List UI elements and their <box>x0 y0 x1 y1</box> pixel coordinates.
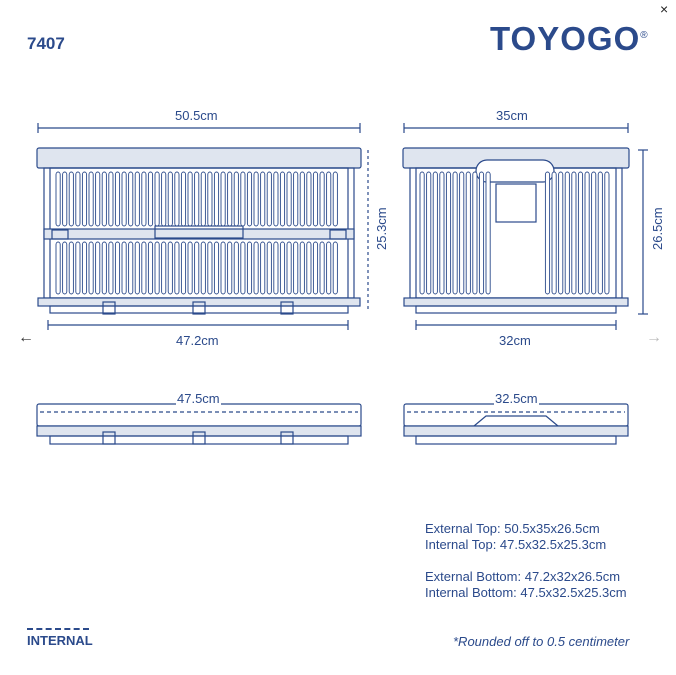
model-number: 7407 <box>27 34 65 53</box>
front-height-line <box>638 150 648 314</box>
folded-front-view <box>404 404 628 444</box>
folded-side-view <box>37 404 361 444</box>
side-slots-upper <box>56 172 337 226</box>
front-bottom-width-line <box>416 320 616 330</box>
spec-internal-top: Internal Top: 47.5x32.5x25.3cm <box>425 537 607 552</box>
front-bottom-width-label: 32cm <box>499 333 531 348</box>
front-slots <box>420 172 609 294</box>
front-top-width-label: 35cm <box>496 108 528 123</box>
spec-internal-bottom: Internal Bottom: 47.5x32.5x25.3cm <box>425 585 627 600</box>
spec-external-top: External Top: 50.5x35x26.5cm <box>425 521 600 536</box>
side-top-width-line <box>38 123 360 133</box>
spec-external-bottom: External Bottom: 47.2x32x26.5cm <box>425 569 621 584</box>
side-bottom-width-label: 47.2cm <box>176 333 219 348</box>
registered-mark: ® <box>640 30 648 41</box>
next-arrow-icon[interactable]: → <box>646 329 662 346</box>
side-top-width-label: 50.5cm <box>175 108 218 123</box>
front-view <box>403 123 648 330</box>
front-top-width-line <box>404 123 628 133</box>
rounding-footnote: *Rounded off to 0.5 centimeter <box>453 634 630 649</box>
folded-side-internal-label: 47.5cm <box>177 391 220 406</box>
side-height-label: 25.3cm <box>374 207 389 250</box>
side-bottom-width-line <box>48 320 348 330</box>
internal-legend-label: INTERNAL <box>27 633 93 648</box>
brand-name: TOYOGO <box>490 20 641 57</box>
front-height-label: 26.5cm <box>650 207 665 250</box>
side-slots-lower <box>56 242 337 294</box>
side-view <box>37 123 368 330</box>
internal-legend-line <box>27 628 89 630</box>
prev-arrow-icon[interactable]: ← <box>18 329 34 346</box>
folded-front-internal-label: 32.5cm <box>495 391 538 406</box>
close-icon[interactable]: × <box>660 1 669 17</box>
